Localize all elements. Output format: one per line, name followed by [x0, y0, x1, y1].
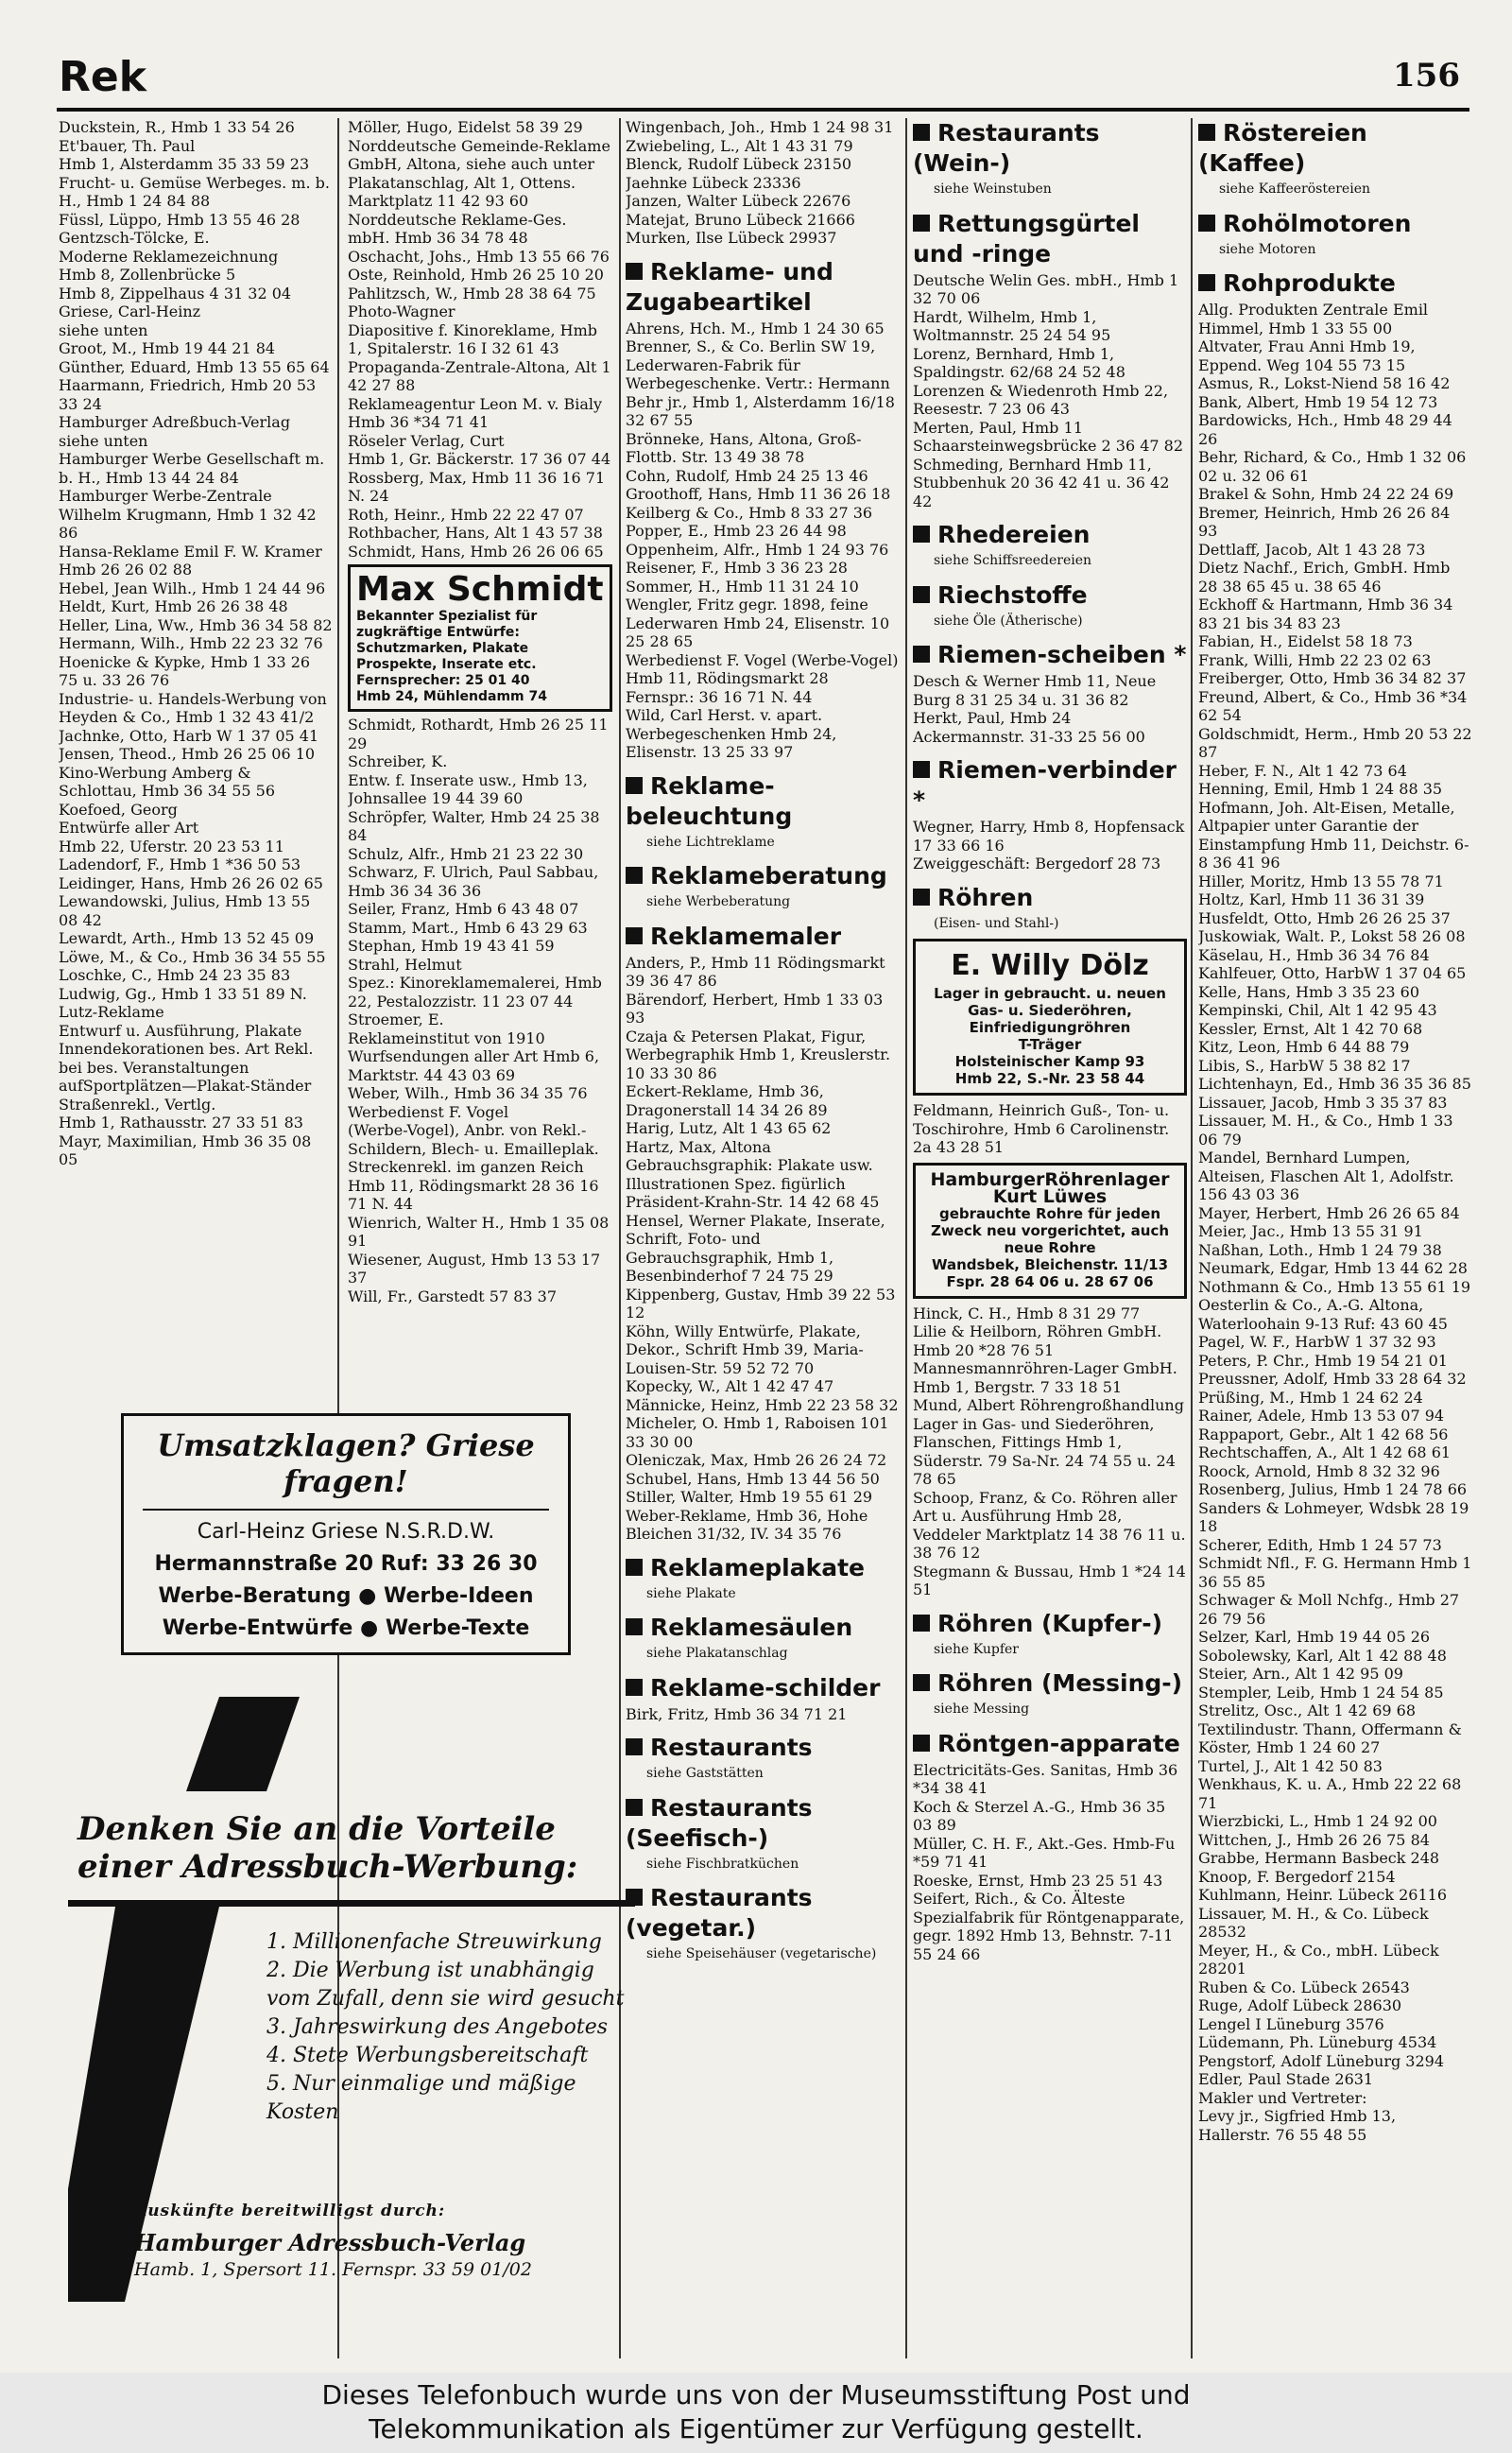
section-title: Restaurants (vegetar.) [626, 1883, 900, 1943]
directory-entry: Popper, E., Hmb 23 26 44 98 [626, 522, 847, 540]
directory-entry: Mayer, Herbert, Hmb 26 26 65 84 [1198, 1203, 1460, 1222]
directory-entry: Deutsche Welin Ges. mbH., Hmb 1 32 70 06 [913, 270, 1179, 307]
page-number: 156 [1393, 57, 1460, 95]
directory-entry: Wienrich, Walter H., Hmb 1 35 08 91 [348, 1213, 610, 1250]
directory-entry: Meyer, H., & Co., mbH. Lübeck 28201 [1198, 1941, 1439, 1978]
directory-entry: Mandel, Bernhard Lumpen, Alteisen, Flaschen Alt 1, Adolfstr. 156 43 03 36 [1198, 1149, 1454, 1203]
directory-entry: Levy jr., Sigfried Hmb 13, Hallerstr. 76 55 48 55 [1198, 2107, 1397, 2144]
directory-entry: Desch & Werner Hmb 11, Neue Burg 8 31 25 34 u. 31 36 82 [913, 672, 1157, 709]
ad-line: Hermannstraße 20 Ruf: 33 26 30 [154, 1552, 538, 1576]
section-title: Restaurants (Seefisch-) [626, 1793, 900, 1854]
section-title: Riemen-verbinder * [913, 755, 1187, 816]
directory-entry: Norddeutsche Reklame-Ges. mbH. Hmb 36 34 78 48 [348, 210, 567, 247]
directory-entry: 4. Stete Werbungsbereitschaft [266, 2044, 589, 2067]
directory-entry: Brönneke, Hans, Altona, Groß-Flottb. Str. 13 49 38 78 [626, 429, 862, 466]
ad-line: gebrauchte Rohre für jeden Zweck neu vorgerichtet, auch neue Rohre [930, 1204, 1170, 1256]
directory-entry: Wierzbicki, L., Hmb 1 24 92 00 [1198, 1812, 1437, 1830]
directory-entry: 2. Die Werbung ist unabhängig vom Zufall, denn sie wird gesucht [266, 1959, 625, 2011]
directory-entry: Hartz, Max, Altona Gebrauchsgraphik: Plakate usw. Illustrationen Spez. figürlich Präsident-Krahn-Str. 14 42 68 45 [626, 1137, 880, 1211]
directory-entry: Selzer, Karl, Hmb 19 44 05 26 [1198, 1628, 1431, 1646]
directory-entry: Schubel, Hans, Hmb 13 44 56 50 [626, 1469, 880, 1488]
directory-entry: Haarmann, Friedrich, Hmb 20 53 33 24 [59, 376, 317, 413]
section-reference: siehe Speisehäuser (vegetarische) [646, 1946, 877, 1961]
directory-entry: Lichtenhayn, Ed., Hmb 36 35 36 85 [1198, 1075, 1471, 1093]
directory-entry: Rosenberg, Julius, Hmb 1 24 78 66 [1198, 1480, 1468, 1498]
directory-entry: Günther, Eduard, Hmb 13 55 65 64 [59, 357, 330, 376]
directory-entry: Schmidt, Hans, Hmb 26 26 06 65 [348, 542, 604, 561]
directory-entry: Roth, Heinr., Hmb 22 22 47 07 [348, 505, 584, 524]
directory-entry: Oesterlin & Co., A.-G. Altona, Waterloohain 9-13 Ruf: 43 60 45 [1198, 1296, 1448, 1333]
directory-entry: Propaganda-Zentrale-Altona, Alt 1 42 27 88 [348, 357, 611, 394]
directory-entry: Roeske, Ernst, Hmb 23 25 51 43 [913, 1871, 1163, 1890]
directory-entry: Kippenberg, Gustav, Hmb 39 22 53 12 [626, 1285, 896, 1322]
column-rule [1191, 118, 1193, 2358]
directory-entry: Entwurf u. Ausführung, Plakate Innendekorationen bes. Art Rekl. bei bes. Veranstaltungen aufSportplätzen—Plakat-Ständer Straßenrekl., Vertlg. [59, 1021, 314, 1114]
directory-entry: Hebel, Jean Wilh., Hmb 1 24 44 96 [59, 579, 326, 597]
directory-entry: Werbedienst F. Vogel (Werbe-Vogel) Hmb 11, Rödingsmarkt 28 Fernspr.: 36 16 71 N. 44 [626, 650, 899, 706]
column-2 [348, 118, 612, 2368]
section-title: Rohprodukte [1198, 268, 1472, 299]
directory-entry: Heber, F. N., Alt 1 42 73 64 [1198, 761, 1407, 780]
directory-entry: Hmb 1, Gr. Bäckerstr. 17 36 07 44 [348, 450, 611, 468]
directory-entry: Jachnke, Otto, Harb W 1 37 05 41 [59, 726, 319, 745]
directory-entry: Schwager & Moll Nchfg., Hmb 27 26 79 56 [1198, 1591, 1460, 1628]
section-reference: siehe Weinstuben [934, 181, 1052, 197]
section-title: Restaurants [626, 1733, 900, 1763]
footer-line: Dieses Telefonbuch wurde uns von der Museumsstiftung Post und [321, 2379, 1191, 2410]
directory-entry: Henning, Emil, Hmb 1 24 88 35 [1198, 780, 1443, 798]
directory-entry: Hmb 24, Mühlendamm 74 [356, 689, 548, 704]
directory-entry: Hamburger Adreßbuch-Verlag siehe unten [59, 413, 291, 450]
directory-entry: Schutzmarken, Plakate Prospekte, Inserate etc. [356, 641, 537, 672]
directory-entry: Industrie- u. Handels-Werbung von Heyden & Co., Hmb 1 32 43 41/2 [59, 689, 327, 726]
directory-entry: Seiler, Franz, Hmb 6 43 48 07 [348, 900, 579, 918]
directory-entry: Ludwig, Gg., Hmb 1 33 51 89 N. [59, 984, 307, 1003]
section-title: Reklameberatung [626, 861, 900, 891]
directory-entry: Peters, P. Chr., Hmb 19 54 21 01 [1198, 1351, 1448, 1370]
directory-entry: Lutz-Reklame [59, 1003, 164, 1021]
section-reference: (Eisen- und Stahl-) [934, 915, 1059, 931]
directory-entry: Husfeldt, Otto, Hmb 26 26 25 37 [1198, 908, 1451, 927]
ad-line: Werbe-Entwürfe ● Werbe-Texte [162, 1616, 530, 1640]
section-title: Röstereien (Kaffee) [1198, 118, 1472, 179]
directory-entry: Stiller, Walter, Hmb 19 55 61 29 [626, 1488, 873, 1506]
section-title: Riechstoffe [913, 580, 1187, 611]
ad-line: Werbe-Beratung ● Werbe-Ideen [158, 1584, 534, 1608]
directory-entry: Strelitz, Osc., Alt 1 42 69 68 [1198, 1702, 1417, 1719]
directory-entry: Merten, Paul, Hmb 11 Schaarsteinwegsbrücke 2 36 47 82 [913, 418, 1184, 455]
directory-entry: Heldt, Kurt, Hmb 26 26 38 48 [59, 597, 288, 615]
directory-entry: GmbH, Altona, siehe auch unter Plakatanschlag, Alt 1, Ottens. Marktplatz 11 42 93 60 [348, 155, 595, 210]
directory-entry: Schwarz, F. Ulrich, Paul Sabbau, Hmb 36 34 36 36 [348, 863, 599, 900]
directory-entry: Eckhoff & Hartmann, Hmb 36 34 83 21 bis 34 83 23 [1198, 596, 1453, 632]
directory-entry: Grabbe, Hermann Basbeck 248 [1198, 1849, 1440, 1867]
directory-entry: Gentzsch-Tölcke, E. [59, 229, 210, 247]
directory-entry: Griese, Carl-Heinz [59, 302, 201, 320]
directory-entry: Et'bauer, Th. Paul [59, 136, 196, 155]
ad-title: Max Schmidt [356, 570, 604, 609]
directory-entry: Hmb 8, Zippelhaus 4 31 32 04 [59, 284, 292, 302]
directory-entry: Hamburger Werbe-Zentrale Wilhelm Krugmann, Hmb 1 32 42 86 [59, 487, 317, 542]
directory-entry: Rappaport, Gebr., Alt 1 42 68 56 [1198, 1425, 1449, 1443]
directory-entry: Koch & Sterzel A.-G., Hmb 36 35 03 89 [913, 1797, 1166, 1834]
directory-entry: Lewandowski, Julius, Hmb 13 55 08 42 [59, 892, 311, 929]
directory-entry: Goldschmidt, Herm., Hmb 20 53 22 87 [1198, 724, 1472, 761]
directory-entry: Photo-Wagner [348, 302, 455, 320]
directory-entry: Käselau, H., Hmb 36 34 76 84 [1198, 945, 1430, 964]
directory-entry: Kelle, Hans, Hmb 3 35 23 60 [1198, 982, 1420, 1001]
directory-entry: Möller, Hugo, Eidelst 58 39 29 [348, 118, 583, 136]
directory-entry: Hoenicke & Kypke, Hmb 1 33 26 75 u. 33 26 76 [59, 652, 311, 689]
directory-entry: Bekannter Spezialist für zugkräftige Entwürfe: [356, 609, 538, 640]
directory-entry: Rechtschaffen, A., Alt 1 42 68 61 [1198, 1443, 1452, 1461]
directory-entry: Anders, P., Hmb 11 Rödingsmarkt 39 36 47 86 [626, 953, 885, 990]
directory-entry: Kempinski, Chil, Alt 1 42 95 43 [1198, 1001, 1437, 1019]
ad-owner: Kurt Lüwes [992, 1185, 1108, 1207]
directory-entry: Pahlitzsch, W., Hmb 28 38 64 75 [348, 284, 596, 302]
directory-entry: Weber, Wilh., Hmb 36 34 35 76 [348, 1084, 588, 1102]
directory-entry: Schulz, Alfr., Hmb 21 23 22 30 [348, 844, 584, 863]
ad-footer-line: Hamburger Adressbuch-Verlag [134, 2229, 526, 2256]
directory-entry: Sommer, H., Hmb 11 31 24 10 [626, 577, 859, 596]
directory-entry: Bärendorf, Herbert, Hmb 1 33 03 93 [626, 990, 884, 1027]
max-schmidt-advertisement [348, 564, 612, 712]
directory-entry: 3. Jahreswirkung des Angebotes [266, 2015, 609, 2039]
directory-entry: Turtel, J., Alt 1 42 50 83 [1198, 1756, 1383, 1775]
directory-entry: Janzen, Walter Lübeck 22676 [626, 192, 851, 210]
directory-entry: 5. Nur einmalige und mäßige Kosten [266, 2072, 576, 2124]
luewes-advertisement [913, 1163, 1187, 1299]
directory-entry: Libis, S., HarbW 5 38 82 17 [1198, 1056, 1411, 1075]
ad-line: T-Träger [1018, 1036, 1082, 1053]
directory-entry: Leidinger, Hans, Hmb 26 26 02 65 [59, 873, 323, 892]
directory-entry: Diapositive f. Kinoreklame, Hmb 1, Spitalerstr. 16 I 32 61 43 [348, 320, 598, 357]
directory-entry: Ahrens, Hch. M., Hmb 1 24 30 65 [626, 319, 885, 337]
directory-entry: Hansa-Reklame Emil F. W. Kramer Hmb 26 26 02 88 [59, 542, 322, 579]
ad-line: Carl-Heinz Griese N.S.R.D.W. [197, 1520, 495, 1544]
column-4 [913, 118, 1187, 2368]
ad-line: Lager in gebraucht. u. neuen [934, 985, 1166, 1002]
directory-entry: Steier, Arn., Alt 1 42 95 09 [1198, 1665, 1403, 1683]
directory-entry: Micheler, O. Hmb 1, Raboisen 101 33 30 00 [626, 1414, 889, 1451]
directory-entry: Knoop, F. Bergedorf 2154 [1198, 1867, 1396, 1886]
directory-entry: Bank, Albert, Hmb 19 54 12 73 [1198, 392, 1438, 411]
ad-line: Hmb 22, S.-Nr. 23 58 44 [954, 1070, 1145, 1087]
section-reference: siehe Kupfer [934, 1641, 1019, 1657]
ad-title: Umsatzklagen? Griese fragen! [157, 1427, 535, 1499]
directory-entry: Wittchen, J., Hmb 26 26 75 84 [1198, 1830, 1430, 1849]
directory-entry: Nothmann & Co., Hmb 13 55 61 19 [1198, 1277, 1471, 1296]
directory-entry: Cohn, Rudolf, Hmb 24 25 13 46 [626, 466, 868, 485]
section-reference: siehe Öle (Ätherische) [934, 613, 1083, 629]
ad-title-line: einer Adressbuch-Werbung: [77, 1848, 578, 1886]
directory-entry: Sanders & Lohmeyer, Wdsbk 28 19 18 [1198, 1498, 1469, 1535]
directory-entry: Pengstorf, Adolf Lüneburg 3294 [1198, 2051, 1445, 2070]
directory-entry: Kopecky, W., Alt 1 42 47 47 [626, 1377, 834, 1395]
directory-entry: Hiller, Moritz, Hmb 13 55 78 71 [1198, 872, 1444, 890]
directory-entry: Rothbacher, Hans, Alt 1 43 57 38 [348, 524, 603, 542]
directory-entry: Oschacht, Johs., Hmb 13 55 66 76 [348, 247, 610, 266]
ad-line: Fspr. 28 64 06 u. 28 67 06 [946, 1272, 1154, 1290]
directory-entry: Lissauer, M. H., & Co. Lübeck 28532 [1198, 1904, 1429, 1941]
directory-entry: Hamburger Werbe Gesellschaft m. b. H., Hmb 13 44 24 84 [59, 450, 325, 487]
directory-entry: Oleniczak, Max, Hmb 26 26 24 72 [626, 1451, 887, 1469]
directory-entry: Neumark, Edgar, Hmb 13 44 62 28 [1198, 1259, 1468, 1277]
directory-entry: Eckert-Reklame, Hmb 36, Dragonerstall 14 34 26 89 [626, 1082, 828, 1119]
directory-entry: Lilie & Heilborn, Röhren GmbH. Hmb 20 *28 76 51 [913, 1322, 1162, 1359]
section-title: Reklame- und Zugabeartikel [626, 257, 900, 318]
section-reference: siehe Werbeberatung [646, 894, 791, 909]
directory-entry: Weber-Reklame, Hmb 36, Hohe Bleichen 31/32, IV. 34 35 76 [626, 1506, 868, 1543]
page-header [57, 49, 1469, 112]
archive-footer [0, 2373, 1512, 2453]
column-5 [1198, 118, 1472, 2368]
directory-entry: Köhn, Willy Entwürfe, Plakate, Dekor., Schrift Hmb 39, Maria-Louisen-Str. 59 52 72 70 [626, 1322, 864, 1377]
directory-entry: Strahl, Helmut [348, 955, 462, 974]
directory-entry: Makler und Vertreter: [1198, 2088, 1367, 2107]
section-title: Röhren (Messing-) [913, 1668, 1187, 1699]
directory-entry: Reisener, F., Hmb 3 36 23 28 [626, 559, 848, 577]
directory-entry: Heller, Lina, Ww., Hmb 36 34 58 82 [59, 615, 333, 634]
section-title: Röntgen-apparate [913, 1729, 1187, 1759]
directory-entry: Roock, Arnold, Hmb 8 32 32 96 [1198, 1461, 1440, 1480]
directory-entry: Hmb 22, Uferstr. 20 23 53 11 [59, 837, 284, 855]
directory-entry: Entwürfe aller Art [59, 819, 199, 837]
ad-line: Holsteinischer Kamp 93 [954, 1053, 1145, 1070]
directory-entry: Zwiebeling, L., Alt 1 43 31 79 [626, 136, 853, 155]
directory-entry: Wild, Carl Herst. v. apart. Werbegeschenken Hmb 24, Elisenstr. 13 25 33 97 [626, 706, 837, 761]
directory-entry: siehe unten [59, 320, 148, 339]
ad-line: Einfriedigungröhren [969, 1019, 1131, 1036]
directory-entry: Schmidt, Rothardt, Hmb 26 25 11 29 [348, 716, 609, 752]
directory-entry: Füssl, Lüppo, Hmb 13 55 46 28 [59, 210, 301, 229]
directory-entry: Murken, Ilse Lübeck 29937 [626, 229, 837, 247]
directory-entry: Stephan, Hmb 19 43 41 59 [348, 937, 555, 955]
column-rule [905, 118, 907, 2358]
directory-entry: Feldmann, Heinrich Guß-, Ton- u. Toschirohre, Hmb 6 Carolinenstr. 2a 43 28 51 [913, 1101, 1170, 1156]
directory-entry: Blenck, Rudolf Lübeck 23150 [626, 155, 852, 173]
section-reference: siehe Gaststätten [646, 1766, 764, 1781]
directory-entry: Kuhlmann, Heinr. Lübeck 26116 [1198, 1886, 1448, 1904]
directory-entry: Rainer, Adele, Hmb 13 53 07 94 [1198, 1407, 1445, 1425]
directory-entry: Bremer, Heinrich, Hmb 26 26 84 93 [1198, 503, 1451, 540]
directory-entry: Sobolewsky, Karl, Alt 1 42 88 48 [1198, 1646, 1447, 1665]
section-title: Restaurants (Wein-) [913, 118, 1187, 179]
directory-entry: Groot, M., Hmb 19 44 21 84 [59, 339, 276, 357]
directory-entry: Hardt, Wilhelm, Hmb 1, Woltmannstr. 25 24 54 95 [913, 307, 1111, 344]
directory-entry: Keilberg & Co., Hmb 8 33 27 36 [626, 503, 873, 522]
directory-entry: Schreiber, K. [348, 752, 448, 770]
directory-entry: Mannesmannröhren-Lager GmbH. Hmb 1, Bergstr. 7 33 18 51 [913, 1359, 1177, 1396]
directory-entry: Zweiggeschäft: Bergedorf 28 73 [913, 855, 1161, 872]
directory-entry: Wiesener, August, Hmb 13 53 17 37 [348, 1250, 601, 1287]
directory-entry: Hermann, Wilh., Hmb 22 23 32 76 [59, 634, 323, 652]
directory-entry: Prüßing, M., Hmb 1 24 62 24 [1198, 1388, 1423, 1407]
directory-entry: Schmeding, Bernhard Hmb 11, Stubbenhuk 20 36 42 41 u. 36 42 42 [913, 455, 1170, 510]
directory-entry: Altvater, Frau Anni Hmb 19, Eppend. Weg 104 55 73 15 [1198, 337, 1416, 374]
directory-entry: 1. Millionenfache Streuwirkung [266, 1930, 602, 1954]
directory-entry: Holtz, Karl, Hmb 11 36 31 39 [1198, 890, 1425, 908]
directory-entry: Herkt, Paul, Hmb 24 Ackermannstr. 31-33 25 56 00 [913, 709, 1145, 746]
directory-entry: Meier, Jac., Hmb 13 55 31 91 [1198, 1222, 1423, 1240]
directory-entry: Hmb 1, Alsterdamm 35 33 59 23 [59, 155, 310, 173]
directory-entry: Loschke, C., Hmb 24 23 35 83 [59, 966, 291, 984]
directory-entry: Wingenbach, Joh., Hmb 1 24 98 31 [626, 118, 894, 136]
directory-entry: Röseler Verlag, Curt [348, 431, 505, 450]
directory-entry: Koefoed, Georg [59, 800, 178, 819]
directory-entry: Mund, Albert Röhrengroßhandlung Lager in Gas- und Siederöhren, Flanschen, Fittings Hmb 1, Süderstr. 79 Sa-Nr. 24 74 55 u. 24 78 65 [913, 1396, 1184, 1488]
directory-entry: Lissauer, Jacob, Hmb 3 35 37 83 [1198, 1093, 1448, 1112]
directory-entry: Fernsprecher: 25 01 40 [356, 673, 530, 688]
section-title: Rhedereien [913, 520, 1187, 550]
directory-entry: Schmidt Nfl., F. G. Hermann Hmb 1 36 55 85 [1198, 1554, 1472, 1591]
directory-entry: Hensel, Werner Plakate, Inserate, Schrift, Foto- und Gebrauchsgraphik, Hmb 1, Besenbinderhof 7 24 75 29 [626, 1211, 885, 1285]
section-reference: siehe Fischbratküchen [646, 1856, 799, 1872]
ad-title: HamburgerRöhrenlager [930, 1168, 1170, 1190]
directory-entry: Asmus, R., Lokst-Niend 58 16 42 [1198, 374, 1451, 392]
ad-footer-line: Hamb. 1, Spersort 11. Fernspr. 33 59 01/02 [134, 2259, 532, 2280]
directory-entry: Harig, Lutz, Alt 1 43 65 62 [626, 1119, 832, 1137]
section-reference: siehe Kaffeeröstereien [1219, 181, 1370, 197]
directory-entry: Juskowiak, Walt. P., Lokst 58 26 08 [1198, 927, 1466, 945]
directory-entry: Hinck, C. H., Hmb 8 31 29 77 [913, 1304, 1141, 1322]
section-title: Röhren [913, 883, 1187, 913]
section-reference: siehe Schiffsreedereien [934, 553, 1092, 568]
directory-entry: Oppenheim, Alfr., Hmb 1 24 93 76 [626, 540, 889, 559]
directory-entry: Frank, Willi, Hmb 22 23 02 63 [1198, 650, 1432, 669]
section-title: Reklame-schilder [626, 1673, 900, 1703]
directory-entry: Electricitäts-Ges. Sanitas, Hmb 36 *34 38 41 [913, 1760, 1178, 1797]
directory-entry: Wenkhaus, K. u. A., Hmb 22 22 68 71 [1198, 1775, 1462, 1812]
section-reference: siehe Motoren [1219, 241, 1316, 257]
directory-entry: Reklameinstitut von 1910 Wurfsendungen aller Art Hmb 6, Marktstr. 44 43 03 69 [348, 1028, 600, 1084]
directory-entry: Schoop, Franz, & Co. Röhren aller Art u. Ausführung Hmb 28, Veddeler Marktplatz 14 38 76 11 u. 38 76 12 [913, 1488, 1186, 1562]
directory-entry: Schröpfer, Walter, Hmb 24 25 38 84 [348, 807, 600, 844]
section-title: Rettungsgürtel und -ringe [913, 209, 1187, 269]
directory-entry: Stamm, Mart., Hmb 6 43 29 63 [348, 918, 588, 937]
section-title: Rohölmotoren [1198, 209, 1472, 239]
directory-entry: Lorenzen & Wiedenroth Hmb 22, Reesestr. 7 23 06 43 [913, 381, 1169, 418]
directory-entry: Freiberger, Otto, Hmb 36 34 82 37 [1198, 669, 1467, 687]
directory-entry: Kino-Werbung Amberg & Schlottau, Hmb 36 34 55 56 [59, 763, 275, 800]
directory-entry: Entw. f. Inserate usw., Hmb 13, Johnsallee 19 44 39 60 [348, 770, 588, 807]
ad-footer-line: Auskünfte bereitwilligst durch: [134, 2202, 446, 2220]
directory-entry: Müller, C. H. F., Akt.-Ges. Hmb-Fu *59 71 41 [913, 1834, 1176, 1871]
directory-entry: Oste, Reinhold, Hmb 26 25 10 20 [348, 266, 604, 284]
directory-entry: Preussner, Adolf, Hmb 33 28 64 32 [1198, 1370, 1467, 1388]
section-title: Reklamemaler [626, 922, 900, 952]
directory-entry: Czaja & Petersen Plakat, Figur, Werbegraphik Hmb 1, Kreuslerstr. 10 33 30 86 [626, 1027, 891, 1082]
directory-entry: Birk, Fritz, Hmb 36 34 71 21 [626, 1704, 848, 1723]
directory-entry: Pagel, W. F., HarbW 1 37 32 93 [1198, 1333, 1436, 1351]
directory-entry: Dettlaff, Jacob, Alt 1 43 28 73 [1198, 540, 1426, 559]
directory-entry: Groothoff, Hans, Hmb 11 36 26 18 [626, 485, 891, 503]
directory-entry: Jensen, Theod., Hmb 26 25 06 10 [59, 745, 316, 763]
ad-line: Wandsbek, Bleichenstr. 11/13 [931, 1255, 1169, 1273]
directory-entry: Wegner, Harry, Hmb 8, Hopfensack 17 33 66 16 [913, 818, 1185, 855]
directory-entry: Kahlfeuer, Otto, HarbW 1 37 04 65 [1198, 964, 1467, 982]
directory-entry: Rossberg, Max, Hmb 11 36 16 71 N. 24 [348, 468, 606, 505]
directory-entry: Frucht- u. Gemüse Werbeges. m. b. H., Hmb 1 24 84 88 [59, 173, 330, 210]
directory-entry: Spez.: Kinoreklamemalerei, Hmb 22, Pestalozzistr. 11 23 07 44 [348, 974, 602, 1011]
section-title: Röhren (Kupfer-) [913, 1609, 1187, 1639]
directory-entry: Fabian, H., Eidelst 58 18 73 [1198, 632, 1413, 650]
directory-entry: Edler, Paul Stade 2631 [1198, 2070, 1374, 2088]
directory-entry: Jaehnke Lübeck 23336 [626, 173, 801, 192]
directory-entry: Hmb 8, Zollenbrücke 5 [59, 266, 236, 284]
directory-entry: Hmb 1, Rathausstr. 27 33 51 83 [59, 1114, 303, 1131]
directory-entry: Behr, Richard, & Co., Hmb 1 32 06 02 u. 32 06 61 [1198, 448, 1467, 485]
directory-entry: Werbedienst F. Vogel [348, 1102, 509, 1121]
directory-entry: Hofmann, Joh. Alt-Eisen, Metalle, Altpapier unter Garantie der Einstampfung Hmb 11, Deichstr. 6-8 36 41 96 [1198, 798, 1469, 872]
directory-entry: Ruben & Co. Lübeck 26543 [1198, 1978, 1410, 1996]
directory-entry: Kessler, Ernst, Alt 1 42 70 68 [1198, 1019, 1423, 1038]
doelz-advertisement [913, 939, 1187, 1096]
directory-entry: Stegmann & Bussau, Hmb 1 *24 14 51 [913, 1562, 1186, 1598]
directory-entry: Allg. Produkten Zentrale Emil Himmel, Hmb 1 33 55 00 [1198, 301, 1429, 337]
section-reference: siehe Plakatanschlag [646, 1646, 788, 1661]
directory-entry: Kitz, Leon, Hmb 6 44 88 79 [1198, 1038, 1410, 1056]
directory-entry: Dietz Nachf., Erich, GmbH. Hmb 28 38 65 45 u. 38 65 46 [1198, 559, 1451, 596]
section-title: Reklameplakate [626, 1553, 900, 1583]
directory-entry: Stroemer, E. [348, 1011, 444, 1028]
section-title: Reklamesäulen [626, 1613, 900, 1643]
directory-entry: Will, Fr., Garstedt 57 83 37 [348, 1287, 558, 1305]
section-reference: siehe Messing [934, 1702, 1030, 1717]
directory-entry: Scherer, Edith, Hmb 1 24 57 73 [1198, 1535, 1442, 1554]
section-title: Reklame-beleuchtung [626, 771, 900, 832]
directory-entry: Brenner, S., & Co. Berlin SW 19, Lederwaren-Fabrik für Werbegeschenke. Vertr.: Hermann Behr jr., Hmb 1, Alsterdamm 16/18 32 67 55 [626, 337, 895, 429]
directory-entry: Freund, Albert, & Co., Hmb 36 *34 62 54 [1198, 687, 1468, 724]
directory-entry: Duckstein, R., Hmb 1 33 54 26 [59, 118, 295, 136]
directory-entry: Lüdemann, Ph. Lüneburg 4534 [1198, 2033, 1437, 2051]
directory-entry: Norddeutsche Gemeinde-Reklame [348, 136, 610, 155]
directory-entry: Brakel & Sohn, Hmb 24 22 24 69 [1198, 485, 1454, 503]
directory-entry: Löwe, M., & Co., Hmb 36 34 55 55 [59, 947, 326, 966]
column-3 [626, 118, 900, 2368]
directory-entry: Stempler, Leib, Hmb 1 24 54 85 [1198, 1683, 1444, 1702]
directory-entry: Seifert, Rich., & Co. Älteste Spezialfabrik für Röntgenapparate, gegr. 1892 Hmb 13, Behnstr. 7-11 55 24 66 [913, 1890, 1185, 1963]
section-title: Riemen-scheiben * [913, 640, 1187, 670]
directory-entry: Lewardt, Arth., Hmb 13 52 45 09 [59, 929, 315, 947]
ad-title: E. Willy Dölz [951, 949, 1149, 982]
directory-entry: Mayr, Maximilian, Hmb 36 35 08 05 [59, 1131, 312, 1168]
section-heading: Rek [59, 53, 146, 101]
footer-line: Telekommunikation als Eigentümer zur Verfügung gestellt. [369, 2413, 1143, 2444]
directory-entry: Lissauer, M. H., & Co., Hmb 1 33 06 79 [1198, 1112, 1453, 1149]
section-reference: siehe Lichtreklame [646, 834, 775, 850]
directory-entry: Moderne Reklamezeichnung [59, 247, 279, 266]
directory-entry: (Werbe-Vogel), Anbr. von Rekl.-Schildern, Blech- u. Emailleplak. Streckenrekl. im ganzen Reich Hmb 11, Rödingsmarkt 28 36 16 71 N. 44 [348, 1121, 599, 1213]
directory-entry: Lorenz, Bernhard, Hmb 1, Spaldingstr. 62/68 24 52 48 [913, 344, 1125, 381]
directory-entry: Männicke, Heinz, Hmb 22 23 58 32 [626, 1395, 899, 1414]
directory-entry: Naßhan, Loth., Hmb 1 24 79 38 [1198, 1240, 1442, 1259]
directory-entry: Matejat, Bruno Lübeck 21666 [626, 210, 855, 229]
section-reference: siehe Plakate [646, 1585, 736, 1601]
directory-entry: Bardowicks, Hch., Hmb 48 29 44 26 [1198, 411, 1452, 448]
directory-entry: Textilindustr. Thann, Offermann & Köster, Hmb 1 24 60 27 [1198, 1719, 1462, 1756]
ad-title-line: Denken Sie an die Vorteile [77, 1810, 556, 1848]
directory-entry: Lengel I Lüneburg 3576 [1198, 2014, 1384, 2033]
directory-entry: Ladendorf, F., Hmb 1 *36 50 53 [59, 855, 301, 873]
directory-entry: Reklameagentur Leon M. v. Bialy Hmb 36 *34 71 41 [348, 394, 603, 431]
ad-line: Gas- u. Siederöhren, [968, 1002, 1132, 1019]
directory-entry: Ruge, Adolf Lübeck 28630 [1198, 1996, 1402, 2014]
directory-entry: Wengler, Fritz gegr. 1898, feine Lederwaren Hmb 24, Elisenstr. 10 25 28 65 [626, 596, 890, 650]
